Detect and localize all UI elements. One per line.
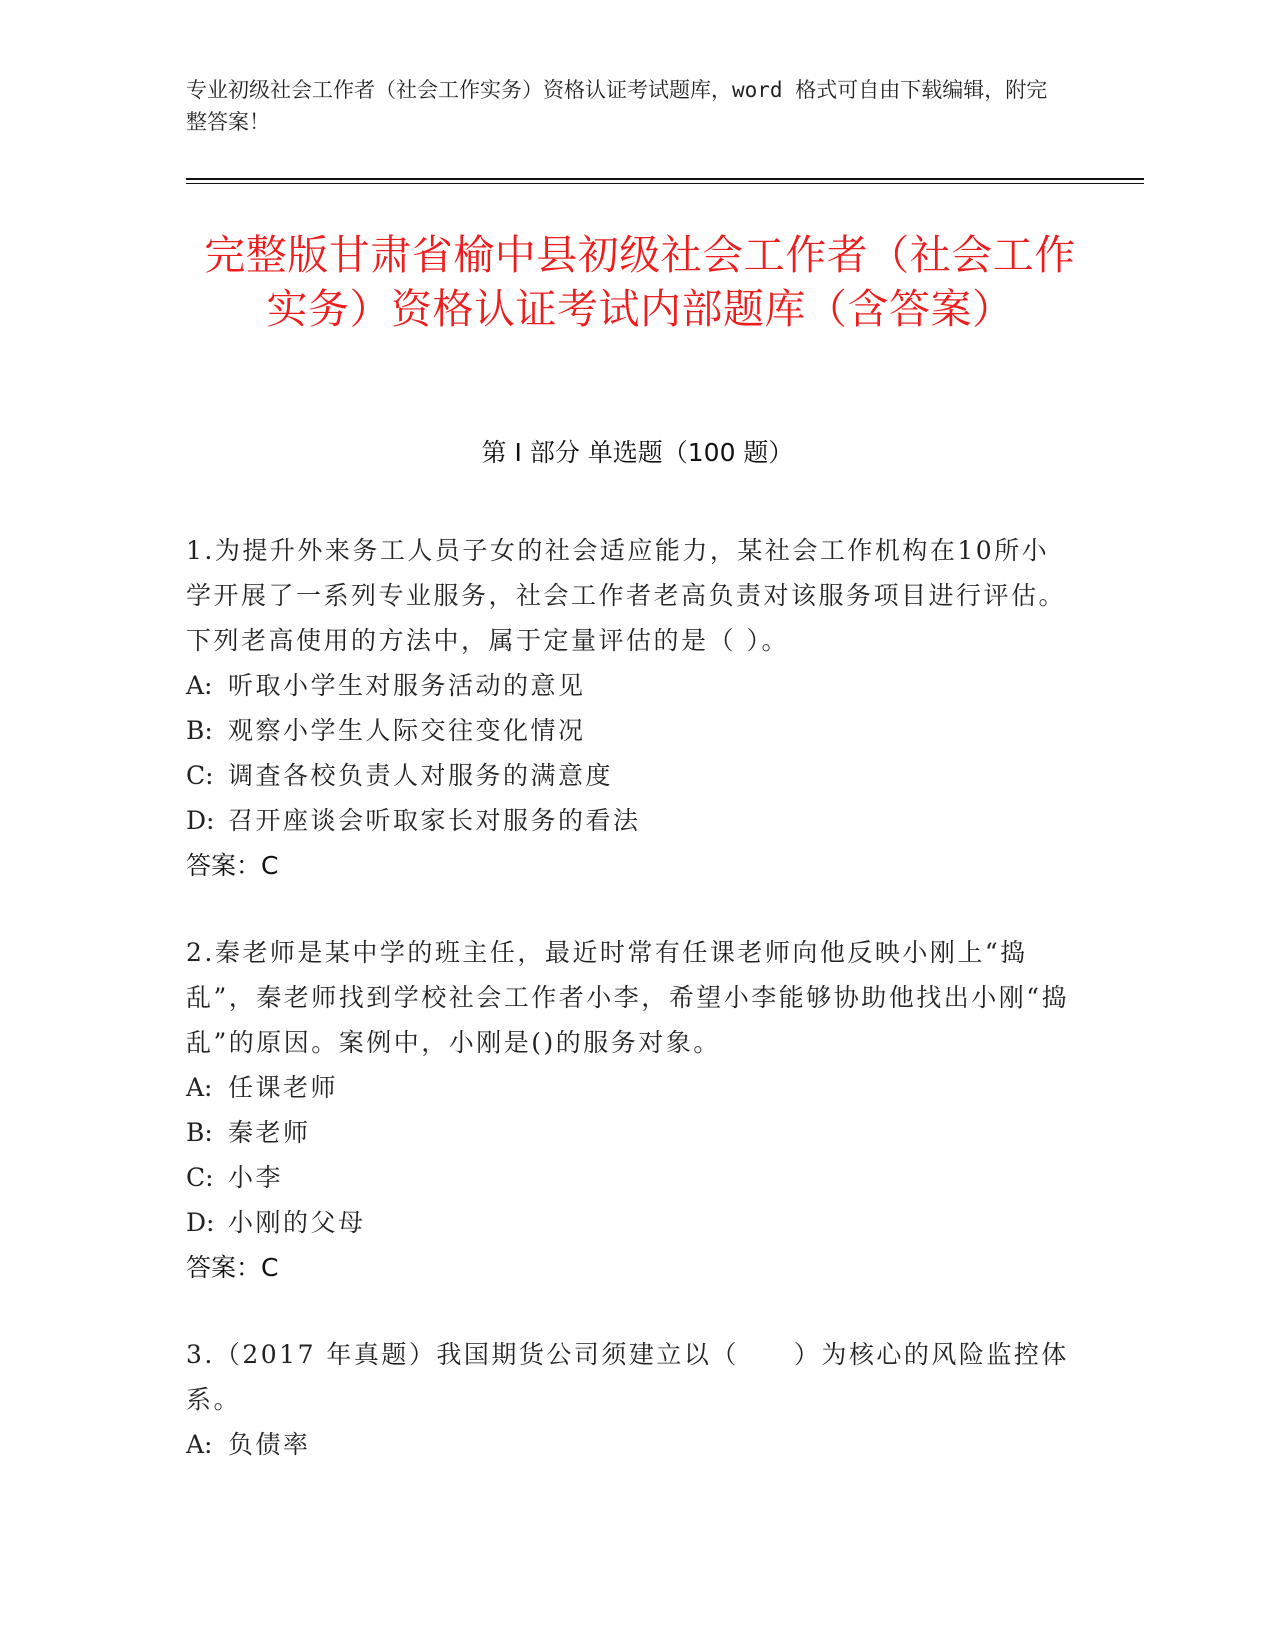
option-text: 秦老师 <box>228 1118 311 1147</box>
option-b <box>186 1110 1076 1155</box>
option-text: 调査各校负责人对服务的满意度 <box>228 761 614 790</box>
option-key: B: <box>186 716 213 745</box>
question-1 <box>186 528 1076 888</box>
document-title: 完整版甘肃省榆中县初级社会工作者（社会工作实务）资格认证考试内部题库（含答案） <box>204 231 1076 333</box>
answer-line: 答案：C <box>186 851 279 880</box>
question-3 <box>186 1332 1076 1467</box>
option-a <box>186 1422 1076 1467</box>
option-key: D: <box>186 806 215 835</box>
option-key: A: <box>186 1073 213 1102</box>
header-note: 专业初级社会工作者（社会工作实务）资格认证考试题库，word 格式可自由下载编辑，附完整答案！ <box>186 78 1048 134</box>
question-2 <box>186 930 1076 1290</box>
question-stem: 1.为提升外来务工人员子女的社会适应能力，某社会工作机构在10所小学开展了一系列专业服务，社会工作者老高负责对该服务项目进行评估。下列老高使用的方法中，属于定量评估的是（ ）。 <box>186 536 1067 655</box>
option-text: 听取小学生对服务活动的意见 <box>228 671 586 700</box>
question-stem: 3.（2017 年真题）我国期货公司须建立以（ ）为核心的风险监控体系。 <box>186 1340 1069 1414</box>
option-key: D: <box>186 1208 215 1237</box>
question-stem: 2.秦老师是某中学的班主任，最近时常有任课老师向他反映小刚上“捣乱”，秦老师找到学校社会工作者小李，希望小李能够协助他找出小刚“捣乱”的原因。案例中，小刚是()的服务对象。 <box>186 938 1070 1057</box>
option-d <box>186 1200 1076 1245</box>
option-c <box>186 1155 1076 1200</box>
option-key: C: <box>186 1163 214 1192</box>
question-list <box>186 528 1076 1509</box>
option-text: 观察小学生人际交往变化情况 <box>228 716 586 745</box>
section-title: 第 I 部分 单选题（100 题） <box>481 438 794 467</box>
option-text: 召开座谈会听取家长对服务的看法 <box>228 806 641 835</box>
option-text: 负债率 <box>228 1430 311 1459</box>
option-text: 小刚的父母 <box>228 1208 366 1237</box>
option-text: 任课老师 <box>228 1073 339 1102</box>
option-d <box>186 798 1076 843</box>
header-rule <box>186 178 1144 180</box>
option-key: A: <box>186 1430 213 1459</box>
option-a <box>186 1065 1076 1110</box>
option-key: C: <box>186 761 214 790</box>
option-text: 小李 <box>228 1163 284 1192</box>
option-key: B: <box>186 1118 213 1147</box>
option-a <box>186 663 1076 708</box>
option-key: A: <box>186 671 213 700</box>
option-c <box>186 753 1076 798</box>
header-rule-thin <box>186 183 1144 184</box>
answer-line: 答案：C <box>186 1253 279 1282</box>
option-b <box>186 708 1076 753</box>
